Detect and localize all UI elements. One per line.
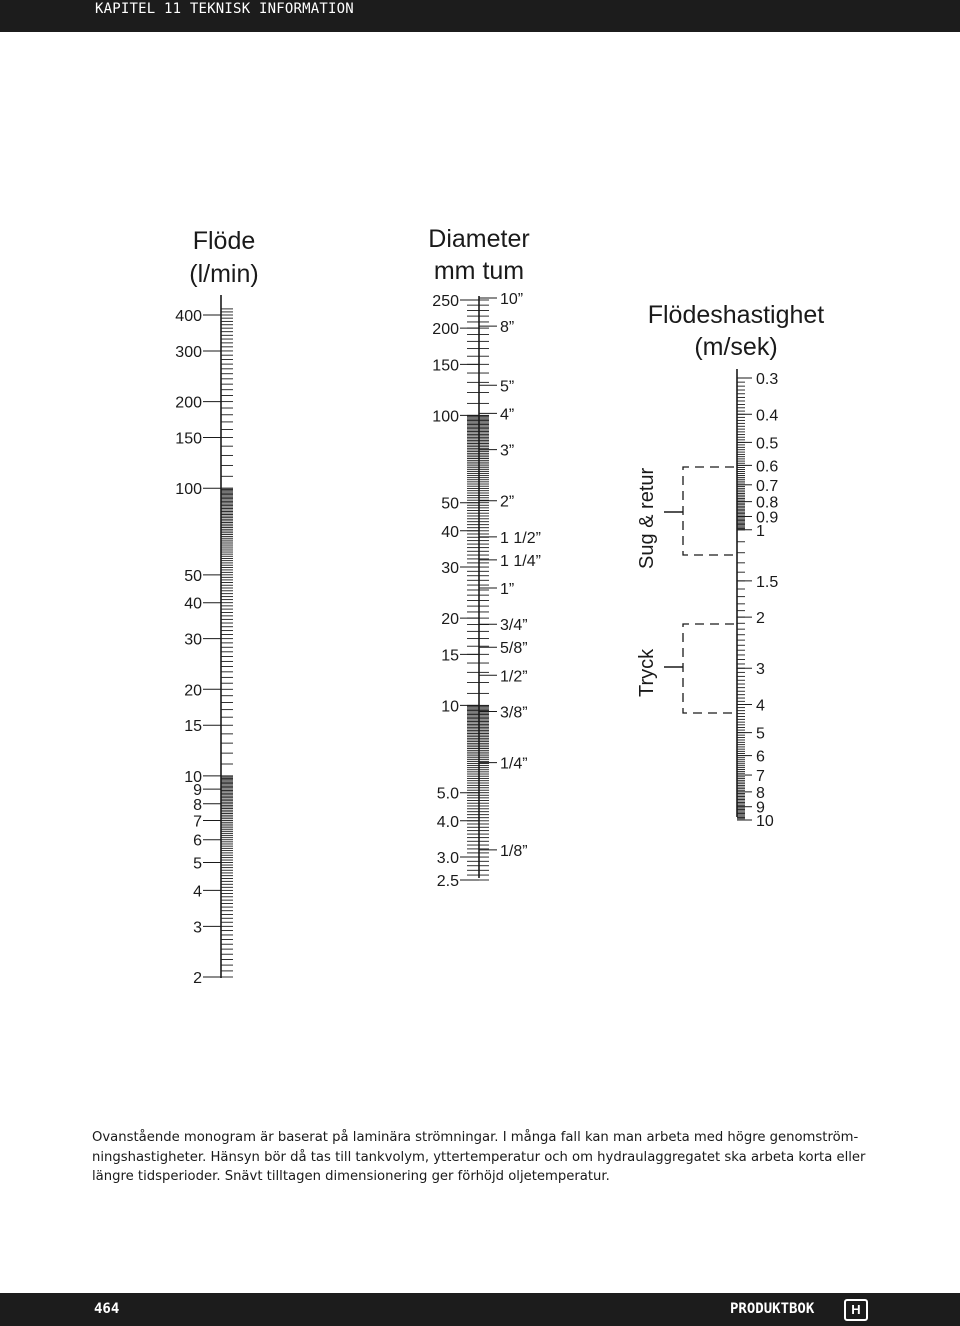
section-name: PRODUKTBOK: [730, 1301, 815, 1317]
inch-tick-label: 5”: [500, 378, 515, 396]
inch-tick-label: 3”: [500, 442, 515, 460]
flow-axis-unit: (l/min): [189, 260, 259, 288]
velocity-tick-label: 0.6: [756, 458, 779, 476]
flow-axis-ticks: [221, 309, 233, 977]
velocity-tick-label: 0.8: [756, 494, 779, 512]
flow-tick-label: 6: [193, 832, 202, 850]
inch-tick-label: 2”: [500, 493, 515, 511]
mm-tick-label: 20: [441, 611, 459, 629]
diameter-axis-title: Diameter: [428, 225, 530, 253]
flow-axis-title: Flöde: [192, 227, 256, 255]
flow-tick-label: 8: [193, 796, 202, 814]
velocity-tick-label: 1.5: [756, 573, 779, 591]
mm-tick-label: 3.0: [436, 850, 459, 868]
flow-tick-label: 400: [175, 308, 202, 325]
flow-tick-label: 20: [184, 682, 202, 700]
suction-return-range-bracket: [636, 467, 734, 569]
flow-tick-label: 9: [193, 782, 202, 800]
flow-tick-label: 150: [175, 430, 202, 448]
flow-axis-labels: [175, 308, 221, 987]
mm-tick-label: 4.0: [436, 813, 459, 831]
flow-tick-label: 100: [175, 481, 202, 499]
velocity-tick-label: 3: [756, 661, 765, 679]
mm-tick-label: 2.5: [436, 873, 459, 890]
velocity-tick-label: 0.3: [756, 371, 779, 388]
velocity-tick-label: 9: [756, 799, 765, 817]
velocity-tick-label: 4: [756, 697, 765, 715]
caption-line: Ovanstående monogram är baserat på laminära strömningar. I många fall kan man arbeta med högre genomström-: [92, 1130, 859, 1145]
inch-tick-label: 8”: [500, 319, 515, 337]
inch-tick-label: 1/8”: [500, 842, 528, 860]
inch-tick-label: 1 1/2”: [500, 529, 541, 547]
flow-tick-label: 300: [175, 343, 202, 361]
inch-tick-label: 1 1/4”: [500, 552, 541, 570]
velocity-tick-label: 5: [756, 725, 765, 743]
mm-tick-label: 100: [432, 408, 459, 426]
inch-tick-label: 3/4”: [500, 617, 528, 635]
flow-tick-label: 2: [193, 970, 202, 987]
velocity-tick-label: 10: [756, 813, 774, 830]
flow-tick-label: 4: [193, 883, 202, 901]
flow-tick-label: 5: [193, 855, 202, 873]
footer-bar: [0, 1293, 960, 1326]
velocity-axis-unit: (m/sek): [694, 333, 778, 361]
brand-logo-icon: [844, 1299, 868, 1321]
velocity-tick-label: 2: [756, 610, 765, 628]
velocity-tick-label: 7: [756, 768, 765, 786]
velocity-tick-label: 0.5: [756, 435, 779, 453]
mm-tick-label: 15: [441, 647, 459, 665]
inch-tick-label: 1/2”: [500, 668, 528, 686]
page-number: 464: [94, 1301, 120, 1317]
velocity-tick-label: 0.7: [756, 477, 779, 495]
inch-tick-label: 3/8”: [500, 704, 528, 722]
velocity-tick-label: 0.9: [756, 509, 779, 527]
flow-tick-label: 3: [193, 919, 202, 937]
flow-tick-label: 50: [184, 567, 202, 585]
velocity-axis-ticks: [737, 378, 745, 820]
chapter-title: KAPITEL 11 TEKNISK INFORMATION: [95, 1, 354, 17]
mm-tick-label: 200: [432, 321, 459, 339]
diameter-axis-unit: mm tum: [433, 257, 525, 285]
pressure-range-bracket: [636, 624, 734, 713]
caption-line: ningshastigheter. Hänsyn bör då tas till tankvolym, yttertemperatur och om hydraulaggregatet ska arbeta korta eller: [92, 1149, 866, 1165]
mm-tick-label: 30: [441, 560, 459, 578]
flow-tick-label: 7: [193, 813, 202, 831]
inch-tick-label: 4”: [500, 406, 515, 424]
mm-tick-label: 250: [432, 293, 459, 310]
inch-tick-label: 5/8”: [500, 640, 528, 658]
mm-tick-label: 150: [432, 357, 459, 375]
velocity-tick-label: 0.4: [756, 407, 779, 425]
flow-tick-label: 15: [184, 718, 202, 736]
velocity-tick-label: 8: [756, 784, 765, 802]
mm-tick-label: 10: [441, 698, 459, 716]
mm-tick-label: 5.0: [436, 785, 459, 803]
caption-text: [92, 1128, 872, 1187]
inch-tick-label: 1”: [500, 581, 515, 599]
flow-tick-label: 30: [184, 631, 202, 649]
inch-tick-label: 1/4”: [500, 755, 528, 773]
velocity-axis-title: Flödeshastighet: [647, 301, 825, 329]
pressure-range-label: Tryck: [636, 648, 658, 697]
flow-tick-label: 10: [184, 768, 202, 786]
flow-tick-label: 200: [175, 394, 202, 412]
flow-tick-label: 40: [184, 595, 202, 613]
inch-tick-label: 10”: [500, 291, 524, 309]
velocity-tick-label: 1: [756, 522, 765, 540]
mm-tick-label: 50: [441, 495, 459, 513]
logo-letter: H: [851, 1302, 861, 1317]
caption-line: längre tidsperioder. Snävt tilltagen dimensionering ger förhöjd oljetemperatur.: [92, 1169, 610, 1184]
velocity-tick-label: 6: [756, 748, 765, 766]
suction-return-range-label: Sug & retur: [636, 467, 658, 569]
mm-tick-label: 40: [441, 523, 459, 541]
